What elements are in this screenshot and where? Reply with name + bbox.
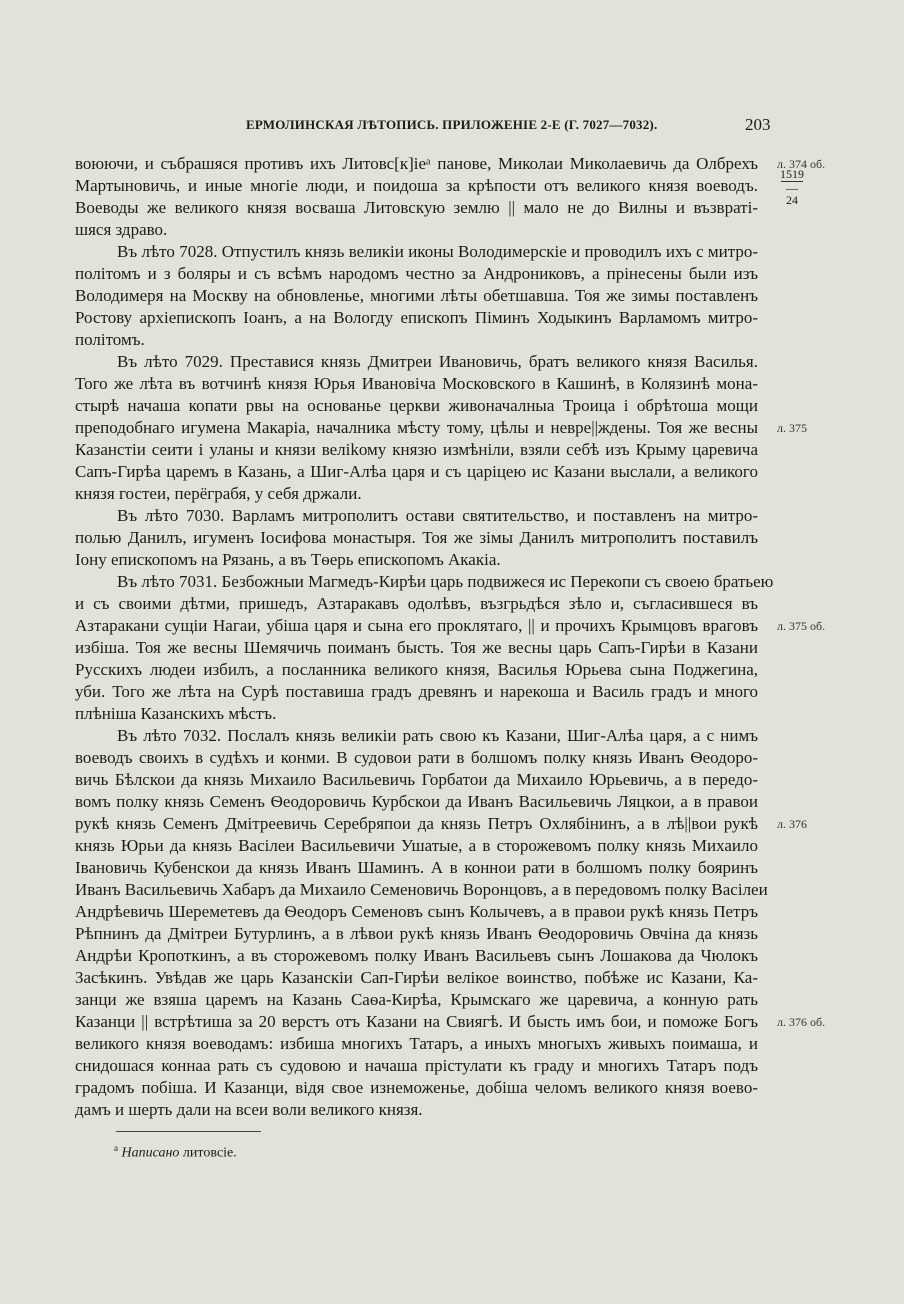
text-line: Ростову архіепископъ Іоанъ, а на Вологду епископъ Піминъ Ходыкинъ Варламомъ митро- [75, 308, 758, 327]
text-line: Въ лѣто 7028. Отпустилъ князь великіи иконы Володимерскіе и проводилъ ихъ с митро- [117, 242, 758, 261]
text-line: занци же взяша царемъ на Казань Саѳа-Кирѣа, Крымскаго же царевича, а конную рать [75, 990, 758, 1009]
text-line: Мартыновичь, и иные многіе люди, и поидоша за крѣпости отъ великого князя воеводъ. [75, 176, 758, 195]
text-line: Того же лѣта въ вотчинѣ князя Юрья Ивановіча Московского в Кашинѣ, в Колязинѣ мона- [75, 374, 758, 393]
text-line: рукѣ князь Семенъ Дмітреевичь Серебряпои да князь Петръ Охлябінинъ, а в лѣ||вои рукѣ [75, 814, 758, 833]
text-line: Казанци || встрѣтиша за 20 верстъ отъ Казани на Свиягѣ. И бысть имъ бои, и поможе Богъ [75, 1012, 758, 1031]
text-line: князь Юрьи да князь Васілеи Васильевичи Ушатые, а в сторожевомъ полку князь Михаило [75, 836, 758, 855]
text-line: Андрѣевичь Шереметевъ да Ѳеодоръ Семеновъ сынъ Колычевъ, а в правои рукѣ князь Петръ [75, 902, 758, 921]
text-line: Въ лѣто 7030. Варламъ митрополитъ остави святительство, и поставленъ на митро- [117, 506, 758, 525]
text-line: снидошася коннаа рать съ судовою и начаша прістулати къ граду и многихъ Татаръ подъ [75, 1056, 758, 1075]
text-line: Іону епископомъ на Рязань, а въ Тѳерь епископомъ Акакіа. [75, 550, 501, 569]
text-line: Азтаракани сущіи Нагаи, убіша царя и сына его проклятаго, || и прочихъ Крымцовъ враговъ [75, 616, 758, 635]
text-line: стырѣ начаша копати рвы на основанье церкви живоначалныа Троица і обрѣтоша мощи [75, 396, 758, 415]
footnote-italic: Написано [121, 1145, 180, 1161]
text-line: воеводъ своихъ в судѣхъ и конми. В судовои рати в болшомъ полку князь Иванъ Ѳеодоро- [75, 748, 758, 767]
text-line: преподобнаго игумена Макаріа, началника мѣсту тому, цѣлы и невре||ждены. Тоя же весны [75, 418, 758, 437]
text-line: політомъ и з боляры и съ всѣмъ народомъ честно за Андрониковъ, а прінесены были изъ [75, 264, 758, 283]
folio-note: л. 374 об. [777, 157, 826, 171]
text-line: великого князя воеводамъ: избиша многихъ Татаръ, а иныхъ многыхъ живыхъ поимаша, и [75, 1034, 758, 1053]
year-note-top: 1519 [780, 167, 804, 181]
year-note [779, 168, 805, 207]
running-header: ЕРМОЛИНСКАЯ ЛѢТОПИСЬ. ПРИЛОЖЕНІЕ 2-Е (Г. 7027—7032). [246, 117, 658, 132]
text-line: Володимеря на Москву на обновленье, многими лѣты обетшавша. Тоя же зимы поставленъ [75, 286, 758, 305]
folio-note: л. 375 об. [777, 619, 826, 633]
text-line: и съ своими дѣтми, пришедъ, Азтаракавъ одолѣвъ, възгрьдѣся зѣло и, съгласившеся въ [75, 594, 758, 613]
text-line: вичь Бѣлскои да князь Михаило Васильевичь Горбатои да Михаило Юрьевичь, а в передо- [75, 770, 758, 789]
folio-note: л. 376 об. [777, 1015, 826, 1029]
text-line: Засѣкинъ. Увѣдав же царь Казанскіи Сап-Гирѣи велікое воинство, побѣже ис Казани, Ка- [75, 968, 758, 987]
footnote-marker: а [114, 1143, 118, 1153]
text-line: Рѣпнинъ да Дмітреи Бутурлинъ, а в лѣвои рукѣ князь Иванъ Ѳеодоровичь Овчіна да князь [75, 924, 758, 943]
page-number: 203 [745, 115, 771, 134]
text-line: вомъ полку князь Семенъ Ѳеодоровичь Курбскои да Иванъ Васильевичь Ляцкои, а в правои [75, 792, 758, 811]
folio-note: л. 375 [777, 421, 807, 435]
text-line: воюючи, и събрашяся противъ ихъ Литовс[к]іеᵃ панове, Миколаи Миколаевичь да Олбрехъ [75, 154, 758, 173]
text-line: плѣніша Казанскихъ мѣстъ. [75, 704, 277, 723]
text-line: шяся здраво. [75, 220, 168, 239]
text-line: Казанстіи сеити і уланы и князи веліkому князю измѣніли, взяли себѣ изъ Крыму царевича [75, 440, 758, 459]
text-line: Сапъ-Гирѣа царемъ в Казань, а Шиг-Алѣа царя и съ царіцею ис Казани выслали, а великого [75, 462, 758, 481]
footnote-rule [116, 1131, 261, 1132]
text-line: Въ лѣто 7032. Послалъ князь великіи рать свою къ Казани, Шиг-Алѣа царя, а с нимъ [117, 726, 758, 745]
text-line: градомъ побіша. И Казанци, відя свое изнеможенье, добіша челомъ великого князя воево- [75, 1078, 758, 1097]
folio-note: л. 376 [777, 817, 807, 831]
text-line: Въ лѣто 7029. Преставися князь Дмитреи Ивановичь, братъ великого князя Василья. [117, 352, 758, 371]
text-line: уби. Того же лѣта на Сурѣ поставиша градъ древянъ и нарекоша и Василь градъ и много [75, 682, 758, 701]
text-line: політомъ. [75, 330, 145, 349]
text-line: Русскихъ людеи избилъ, а посланника великого князя, Василья Юрьева сына Поджегина, [75, 660, 758, 679]
text-line: Въ лѣто 7031. Безбожныи Магмедъ-Кирѣи царь подвижеся ис Перекопи съ своею братьею [117, 572, 774, 591]
footnote [114, 1143, 237, 1162]
text-line: князя гостеи, перёграбя, у себя држали. [75, 484, 362, 503]
text-line: Иванъ Васильевичь Хабаръ да Михаило Семеновичь Воронцовъ, а в передовомъ полку Васілеи [75, 880, 768, 899]
text-line: Андрѣи Кропоткинъ, а въ сторожевомъ полку Иванъ Васильевъ сынъ Лошакова да Чюлокъ [75, 946, 758, 965]
text-line: дамъ и шерть дали на всеи воли великого князя. [75, 1100, 423, 1119]
text-line: избіша. Тоя же весны Шемячичь поиманъ бысть. Тоя же весны царь Сапъ-Гирѣи в Казани [75, 638, 758, 657]
footnote-text: литовсіе. [179, 1145, 237, 1161]
text-line: Воеводы же великого князя восваша Литовскую землю || мало не до Вилны и възвраті- [75, 198, 758, 217]
text-line: Івановичь Кубенскои да князь Иванъ Шаминъ. А в коннои рати в болшомъ полку бояринъ [75, 858, 758, 877]
text-line: полью Данилъ, игуменъ Іосифова монастыря. Тоя же зімы Данилъ митрополитъ поставилъ [75, 528, 758, 547]
year-note-bottom: —24 [781, 181, 803, 206]
